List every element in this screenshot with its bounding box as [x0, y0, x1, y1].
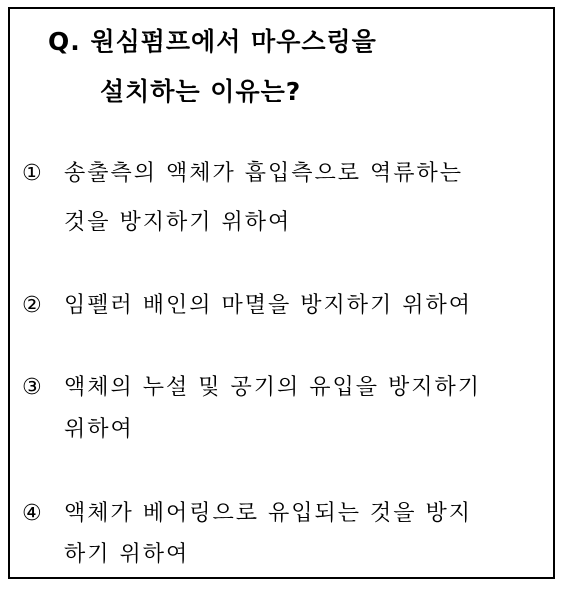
question-card: [8, 7, 555, 579]
option-3[interactable]: [22, 375, 481, 401]
option-1-text-line-2: 것을 방지하기 위하여: [64, 210, 292, 235]
option-4-number: ④: [22, 501, 44, 526]
option-2[interactable]: [22, 293, 472, 319]
option-2-text-line-1: 임펠러 배인의 마멸을 방지하기 위하여: [64, 293, 473, 318]
option-1-number: ①: [22, 161, 44, 186]
option-2-number: ②: [22, 293, 44, 318]
option-3-number: ③: [22, 375, 44, 400]
question-title-line-1: Q. 원심펌프에서 마우스링을: [48, 27, 377, 56]
option-4-text-line-1: 액체가 베어링으로 유입되는 것을 방지: [64, 501, 473, 526]
option-4[interactable]: [22, 501, 472, 527]
option-1[interactable]: [22, 161, 463, 187]
option-1-text-line-1: 송출측의 액체가 흡입측으로 역류하는: [64, 161, 464, 186]
question-title-line-2: 설치하는 이유는?: [100, 77, 302, 106]
option-4-text-line-2: 하기 위하여: [64, 542, 190, 567]
option-3-text-line-1: 액체의 누설 및 공기의 유입을 방지하기: [64, 375, 481, 400]
option-3-text-line-2: 위하여: [64, 417, 134, 442]
